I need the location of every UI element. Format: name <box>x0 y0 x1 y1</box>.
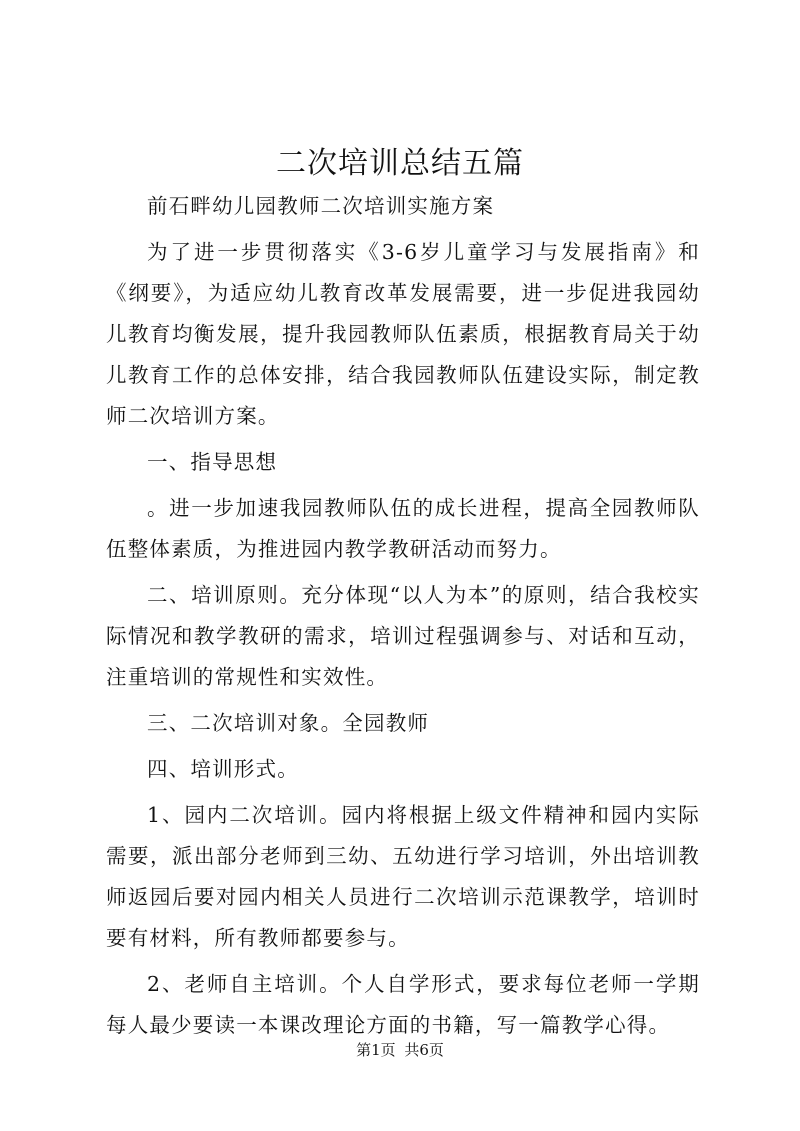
paragraph-training-form-heading: 四、培训形式。 <box>147 757 299 781</box>
paragraph-self-training: 2、老师自主培训。个人自学形式，要求每位老师一学期每人最少要读一本课改理论方面的书籍，写一篇教学心得。 <box>106 972 700 1037</box>
paragraph-intro: 为了进一步贯彻落实《3-6岁儿童学习与发展指南》和《纲要》，为适应幼儿教育改革发展需要，进一步促进我园幼儿教育均衡发展，提升我园教师队伍素质，根据教育局关于幼儿教育工作的总体安排，结合我园教师队伍建设实际，制定教师二次培训方案。 <box>106 240 700 428</box>
paragraph-subtitle: 前石畔幼儿园教师二次培训实施方案 <box>147 194 495 218</box>
page-number: 第1页 <box>356 1041 396 1059</box>
page-total: 共6页 <box>404 1041 444 1059</box>
paragraph-in-school-training: 1、园内二次培训。园内将根据上级文件精神和园内实际需要，派出部分老师到三幼、五幼进行学习培训，外出培训教师返园后要对园内相关人员进行二次培训示范课教学，培训时要有材料，所有教师都要参与。 <box>106 803 700 950</box>
page-footer <box>0 1040 800 1060</box>
paragraph-training-principle: 二、培训原则。充分体现“以人为本”的原则，结合我校实际情况和教学教研的需求，培训过程强调参与、对话和互动，注重培训的常规性和实效性。 <box>106 583 700 689</box>
paragraph-heading-guiding-ideology: 一、指导思想 <box>147 450 278 474</box>
document-title: 二次培训总结五篇 <box>276 146 524 181</box>
document-body <box>106 186 700 1051</box>
paragraph-guiding-ideology: 。进一步加速我园教师队伍的成长进程，提高全园教师队伍整体素质，为推进园内教学教研活动而努力。 <box>106 496 700 561</box>
paragraph-training-target: 三、二次培训对象。全园教师 <box>147 711 430 735</box>
